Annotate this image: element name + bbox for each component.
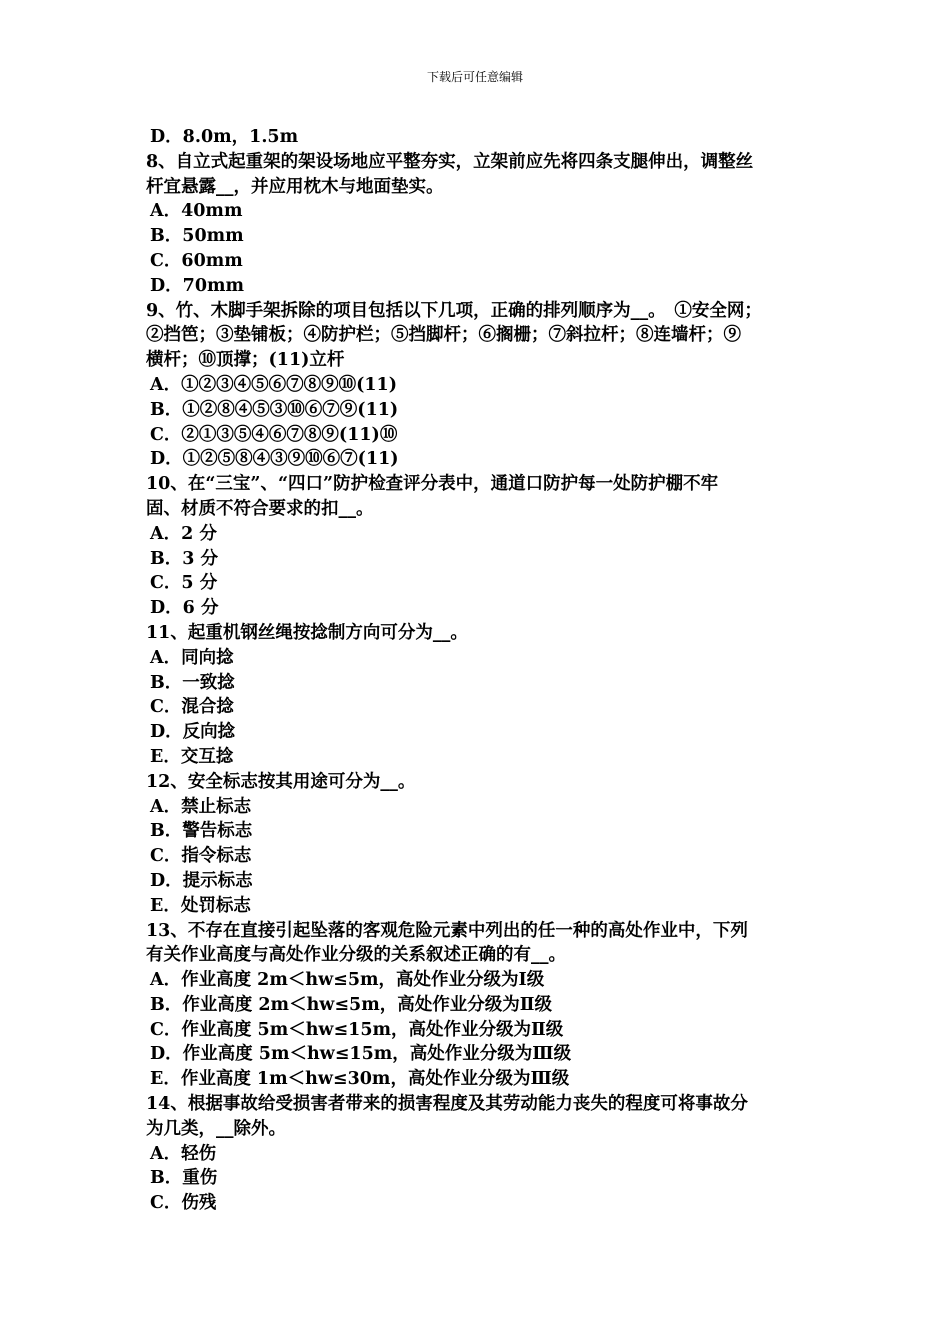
question-text: 有关作业高度与高处作业分级的关系叙述正确的有__。 (146, 945, 566, 966)
answer-option: D．作业高度 5m＜hw≤15m，高处作业分级为Ⅲ级 (150, 1044, 572, 1065)
question-text: 8、自立式起重架的架设场地应平整夯实，立架前应先将四条支腿伸出，调整丝 (146, 151, 754, 172)
answer-option: B．50mm (150, 226, 244, 247)
answer-option: E．处罚标志 (150, 895, 251, 916)
answer-option: D．①②⑤⑧④③⑨⑩⑥⑦(11) (150, 449, 399, 470)
answer-option: A．轻伤 (150, 1143, 217, 1164)
exam-content (146, 125, 816, 1216)
question-text: 11、起重机钢丝绳按捻制方向可分为__。 (146, 622, 468, 643)
answer-option: B．警告标志 (150, 821, 253, 842)
answer-option: A．禁止标志 (150, 796, 252, 817)
answer-option: C．指令标志 (150, 846, 252, 867)
answer-option: B．重伤 (150, 1168, 218, 1189)
answer-option: E．作业高度 1m＜hw≤30m，高处作业分级为Ⅲ级 (150, 1069, 570, 1090)
answer-option: D．6 分 (150, 598, 219, 619)
question-text: 12、安全标志按其用途可分为__。 (146, 771, 416, 792)
answer-option: B．3 分 (150, 548, 219, 569)
answer-option: C．5 分 (150, 573, 218, 594)
question-text: 固、材质不符合要求的扣__。 (146, 498, 374, 519)
answer-option: A．①②③④⑤⑥⑦⑧⑨⑩(11) (150, 374, 397, 395)
question-text: ②挡笆；③垫铺板；④防护栏；⑤挡脚杆；⑥搁栅；⑦斜拉杆；⑧连墙杆；⑨ (146, 325, 741, 346)
answer-option: A．同向捻 (150, 647, 234, 668)
question-text: 10、在“三宝”、“四口”防护检查评分表中，通道口防护每一处防护棚不牢 (146, 474, 719, 495)
answer-option: D．8.0m，1.5m (150, 127, 299, 147)
answer-option: E．交互捻 (150, 746, 234, 767)
answer-option: C．②①③⑤④⑥⑦⑧⑨(11)⑩ (150, 424, 398, 445)
answer-option: C．作业高度 5m＜hw≤15m，高处作业分级为Ⅱ级 (150, 1019, 564, 1040)
answer-option: C．伤残 (150, 1193, 217, 1214)
question-text: 杆宜悬露__，并应用枕木与地面垫实。 (146, 176, 444, 197)
answer-option: B．作业高度 2m＜hw≤5m，高处作业分级为Ⅱ级 (150, 994, 552, 1015)
answer-option: B．①②⑧④⑤③⑩⑥⑦⑨(11) (150, 399, 399, 420)
answer-option: A．2 分 (150, 523, 217, 544)
answer-option: D．提示标志 (150, 870, 253, 891)
answer-option: B．一致捻 (150, 672, 235, 693)
question-text: 横杆；⑩顶撑；(11)立杆 (146, 350, 345, 371)
answer-option: C．混合捻 (150, 697, 234, 718)
answer-option: D．70mm (150, 275, 245, 296)
question-text: 14、根据事故给受损害者带来的损害程度及其劳动能力丧失的程度可将事故分 (146, 1094, 748, 1115)
answer-option: D．反向捻 (150, 722, 236, 743)
answer-option: A．作业高度 2m＜hw≤5m，高处作业分级为Ⅰ级 (150, 970, 545, 991)
question-text: 为几类，__除外。 (146, 1118, 286, 1139)
answer-option: A．40mm (150, 201, 243, 222)
answer-option: C．60mm (150, 250, 243, 271)
question-text: 9、竹、木脚手架拆除的项目包括以下几项，正确的排列顺序为__。 ①安全网； (146, 300, 762, 321)
page-header: 下载后可任意编辑 (426, 70, 523, 84)
question-text: 13、不存在直接引起坠落的客观危险元素中列出的任一种的高处作业中，下列 (146, 920, 748, 941)
